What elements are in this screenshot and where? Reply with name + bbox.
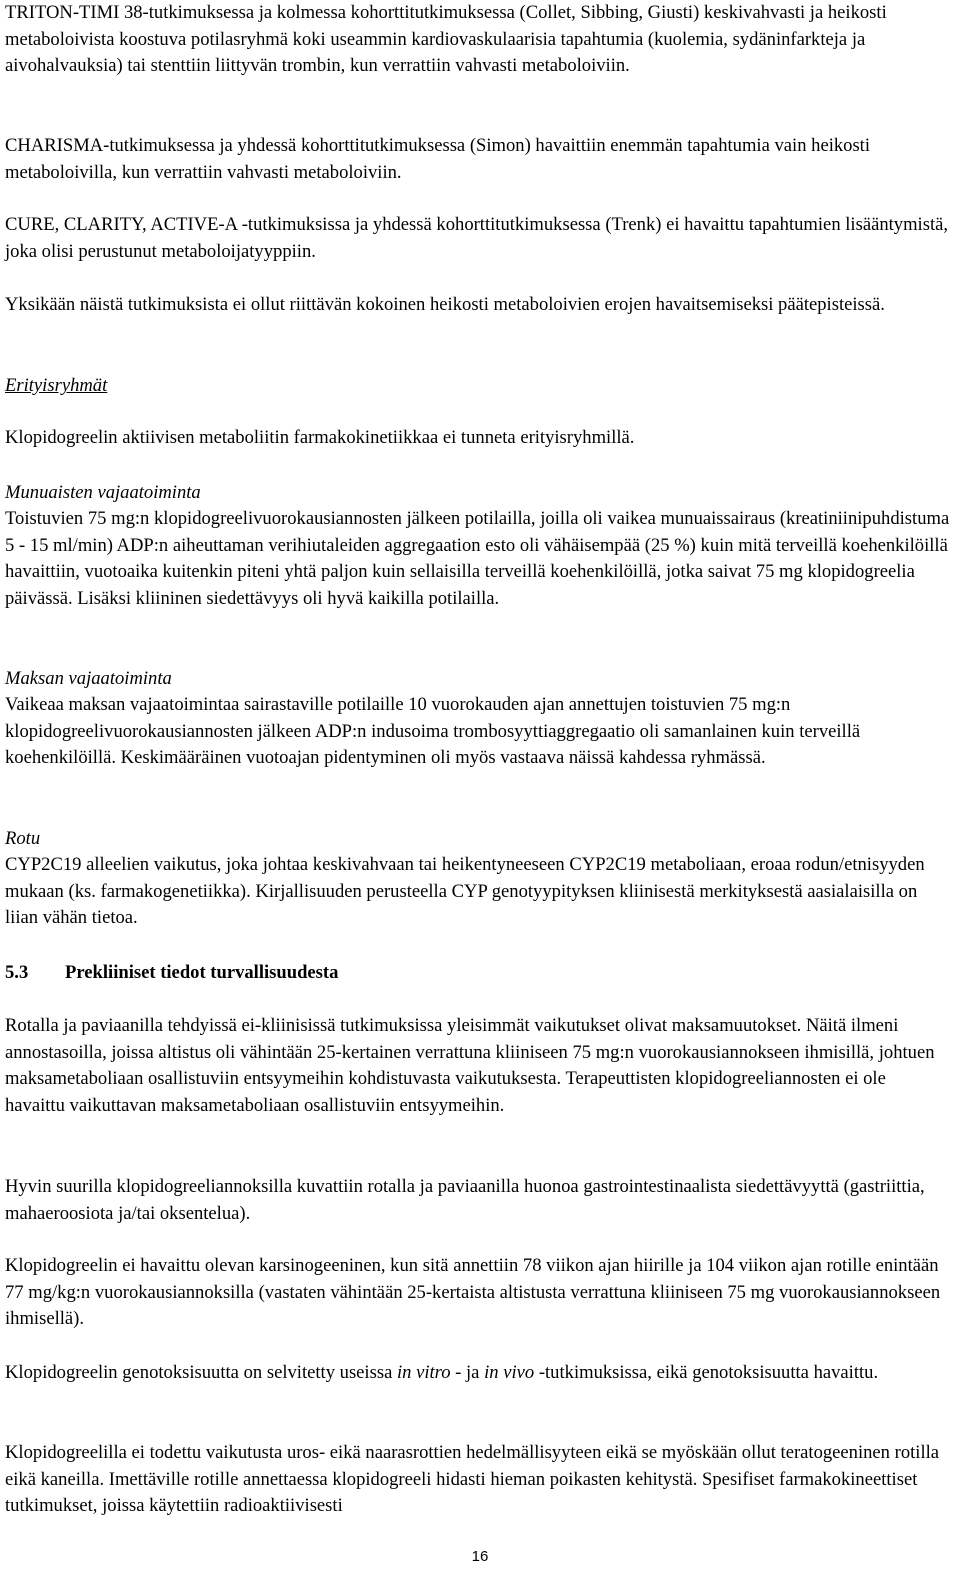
paragraph-preclinical-3: Klopidogreelin ei havaittu olevan karsinogeeninen, kun sitä annettiin 78 viikon ajan hiirille ja 104 viikon ajan rotille enintään 77 mg/kg:n vuorokausiannoksilla (vastaten vähintään 25-kertaista altistusta verrattuna kliiniseen 75 mg vuorokausiannokseen ihmisellä). bbox=[5, 1255, 941, 1330]
heading-rotu: Rotu bbox=[5, 828, 41, 849]
heading-erityisryhmat: Erityisryhmät bbox=[5, 375, 108, 396]
in-vivo-term: in vivo bbox=[484, 1362, 535, 1383]
paragraph-preclinical-5: Klopidogreelilla ei todettu vaikutusta uros- eikä naarasrottien hedelmällisyyteen eikä se myöskään ollut teratogeeninen rotilla eikä kaneilla. Imettäville rotille annettaessa klopidogreeli hidasti hieman poikasten kehitystä. Spesifiset farmakokineettiset tutkimukset, joissa käytettiin radioaktiivisesti bbox=[5, 1442, 940, 1517]
genotox-text-end: -tutkimuksissa, eikä genotoksisuutta havaittu. bbox=[534, 1362, 879, 1383]
section-heading-5-3 bbox=[5, 960, 338, 986]
page-number: 16 bbox=[471, 1548, 489, 1565]
paragraph-preclinical-2: Hyvin suurilla klopidogreeliannoksilla kuvattiin rotalla ja paviaanilla huonoa gastrointestinaalista siedettävyyttä (gastriittia, mahaeroosiota ja/tai oksentelua). bbox=[5, 1176, 925, 1224]
in-vitro-term: in vitro bbox=[396, 1362, 451, 1383]
section-title: Prekliiniset tiedot turvallisuudesta bbox=[65, 962, 339, 983]
paragraph-triton: TRITON-TIMI 38-tutkimuksessa ja kolmessa kohorttitutkimuksessa (Collet, Sibbing, Giusti) keskivahvasti ja heikosti metaboloivista koostuva potilasryhmä koki useammin kardiovaskulaarisia tapahtumia (kuolemia, sydäninfarkteja ja aivohalvauksia) tai stenttiin liittyvän trombin, kun verrattiin vahvasti metaboloiviin. bbox=[5, 2, 887, 77]
heading-maksan-vajaatoiminta: Maksan vajaatoiminta bbox=[5, 668, 172, 689]
paragraph-yksikaan: Yksikään näistä tutkimuksista ei ollut riittävän kokoinen heikosti metaboloivien erojen havaitsemiseksi päätepisteissä. bbox=[5, 294, 885, 315]
paragraph-erityisryhmat: Klopidogreelin aktiivisen metaboliitin farmakokinetiikkaa ei tunneta erityisryhmillä. bbox=[5, 427, 635, 448]
paragraph-charisma: CHARISMA-tutkimuksessa ja yhdessä kohorttitutkimuksessa (Simon) havaittiin enemmän tapahtumia vain heikosti metaboloivilla, kun verrattiin vahvasti metaboloiviin. bbox=[5, 135, 871, 183]
paragraph-preclinical-4 bbox=[5, 1360, 950, 1387]
paragraph-maksan-vajaatoiminta: Vaikeaa maksan vajaatoimintaa sairastaville potilaille 10 vuorokauden ajan annettujen toistuvien 75 mg:n klopidogreelivuorokausiannosten jälkeen ADP:n indusoima trombosyyttiaggregaatio oli samanlainen kuin terveillä koehenkilöillä. Keskimääräinen vuotoajan pidentyminen oli myös vastaava näissä kahdessa ryhmässä. bbox=[5, 694, 861, 769]
paragraph-rotu: CYP2C19 alleelien vaikutus, joka johtaa keskivahvaan tai heikentyneeseen CYP2C19 metaboliaan, eroaa rodun/etnisyyden mukaan (ks. farmakogenetiikka). Kirjallisuuden perusteella CYP genotyypityksen kliinisestä merkityksestä aasialaisilla on liian vähän tietoa. bbox=[5, 854, 925, 929]
section-number: 5.3 bbox=[5, 962, 29, 983]
heading-munuaisten-vajaatoiminta: Munuaisten vajaatoiminta bbox=[5, 482, 201, 503]
paragraph-cure: CURE, CLARITY, ACTIVE-A -tutkimuksissa ja yhdessä kohorttitutkimuksessa (Trenk) ei havaittu tapahtumien lisääntymistä, joka olisi perustunut metaboloijatyyppiin. bbox=[5, 214, 949, 262]
genotox-text-mid: - ja bbox=[450, 1362, 485, 1383]
genotox-text-start: Klopidogreelin genotoksisuutta on selvitetty useissa bbox=[5, 1362, 397, 1383]
paragraph-preclinical-1: Rotalla ja paviaanilla tehdyissä ei-kliinisissä tutkimuksissa yleisimmät vaikutukset olivat maksamuutokset. Näitä ilmeni annostasoilla, joissa altistus oli vähintään 25-kertainen verrattuna kliiniseen 75 mg:n vuorokausiannokseen ihmisillä, johtuen maksametaboliaan osallistuviin entsyymeihin kohdistuvasta vaikutuksesta. Terapeuttisten klopidogreeliannosten ei ole havaittu vaikuttavan maksametaboliaan osallistuviin entsyymeihin. bbox=[5, 1015, 935, 1116]
paragraph-munuaisten-vajaatoiminta: Toistuvien 75 mg:n klopidogreelivuorokausiannosten jälkeen potilailla, joilla oli vaikea munuaissairaus (kreatiniinipuhdistuma 5 - 15 ml/min) ADP:n aiheuttaman verihiutaleiden aggregaation esto oli vähäisempää (25 %) kuin mitä terveillä koehenkilöillä havaittiin, vuotoaika kuitenkin piteni yhtä paljon kuin sellaisilla terveillä koehenkilöillä, jotka saivat 75 mg klopidogreelia päivässä. Lisäksi kliininen siedettävyys oli hyvä kaikilla potilailla. bbox=[5, 508, 950, 609]
